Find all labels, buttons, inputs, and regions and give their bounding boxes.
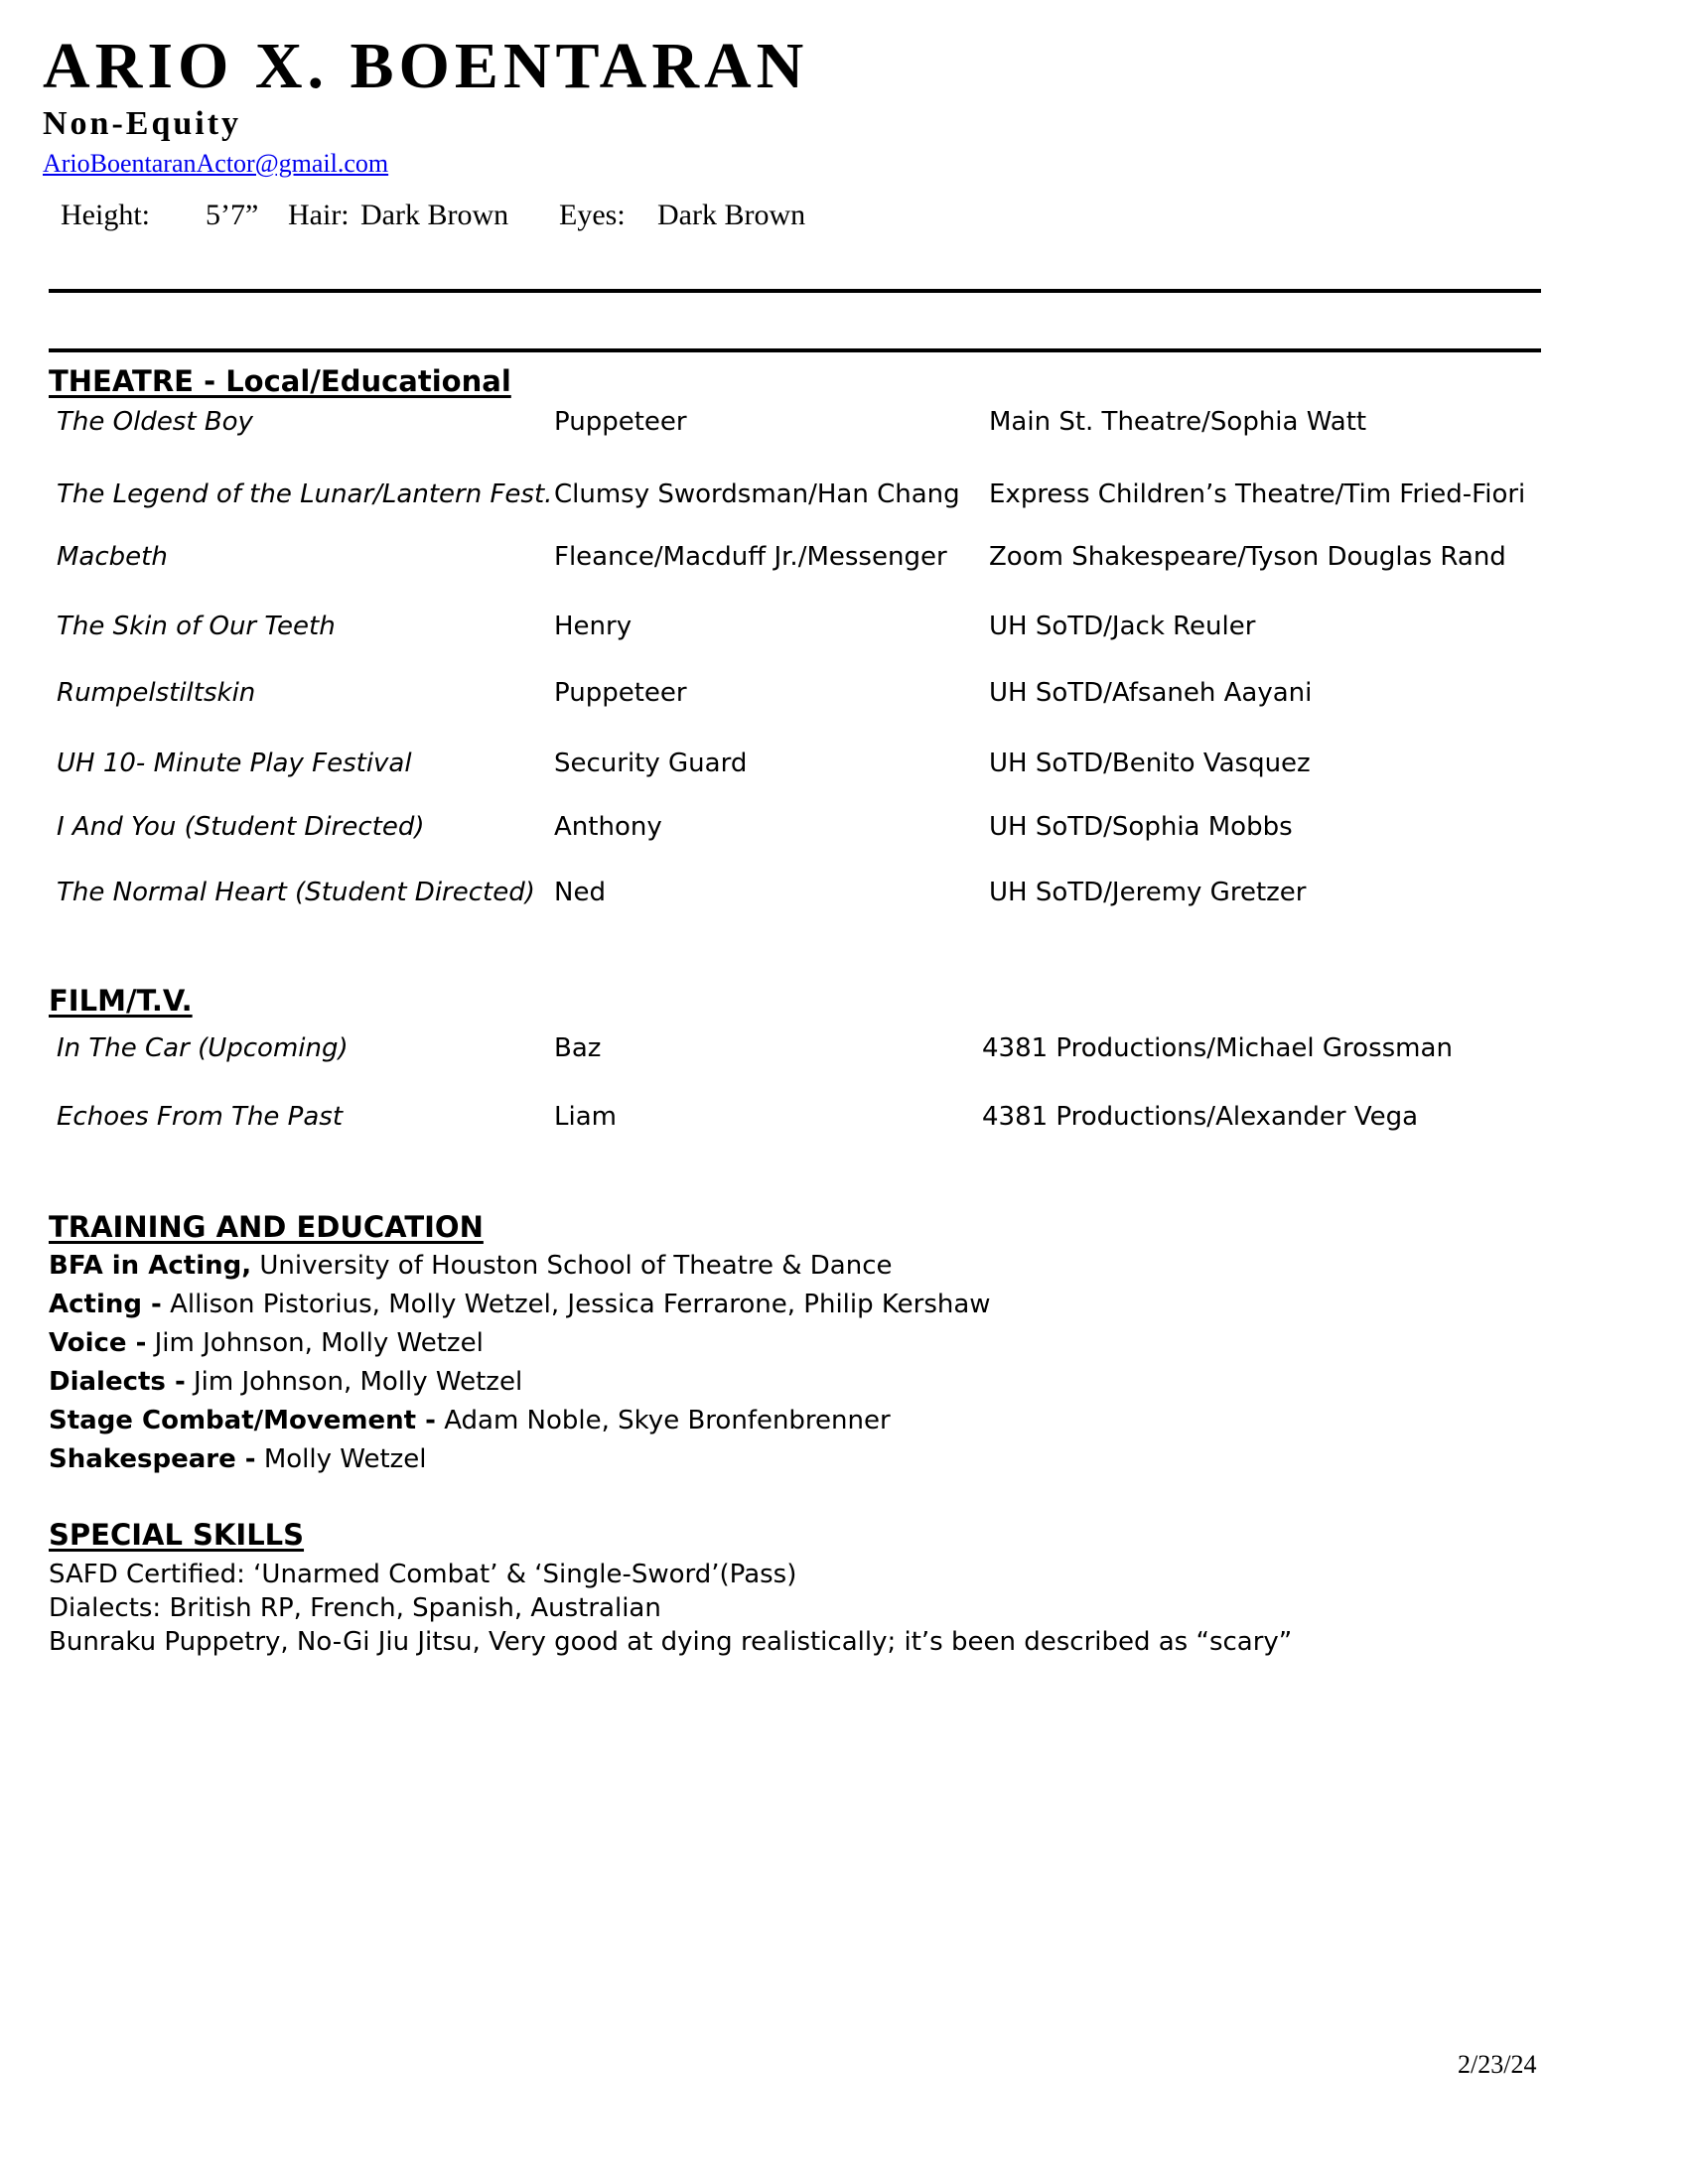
credit-title: Rumpelstiltskin — [57, 678, 256, 708]
credit-role: Baz — [554, 1033, 602, 1063]
union-status: Non-Equity — [43, 105, 242, 142]
theatre-credit-row — [0, 814, 1688, 848]
training-line — [49, 1292, 991, 1317]
training-line — [49, 1253, 893, 1279]
credit-role: Clumsy Swordsman/Han Chang — [554, 479, 960, 509]
resume-date: 2/23/24 — [1458, 2050, 1537, 2079]
training-text: Jim Johnson, Molly Wetzel — [146, 1328, 484, 1358]
credit-company: UH SoTD/Jack Reuler — [989, 612, 1256, 641]
film-heading: FILM/T.V. — [49, 984, 193, 1018]
training-text: Molly Wetzel — [255, 1444, 427, 1474]
training-text: Jim Johnson, Molly Wetzel — [185, 1367, 523, 1397]
training-heading: TRAINING AND EDUCATION — [49, 1210, 484, 1244]
credit-role: Liam — [554, 1102, 617, 1132]
credit-title: UH 10- Minute Play Festival — [57, 749, 412, 778]
height-value: 5’7” — [206, 199, 259, 231]
training-label: BFA in Acting, — [49, 1251, 252, 1281]
skill-line: Bunraku Puppetry, No-Gi Jiu Jitsu, Very good at dying realistically; it’s been described as “scary” — [49, 1627, 1293, 1657]
film-credit-row — [0, 1104, 1688, 1138]
credit-role: Puppeteer — [554, 407, 687, 437]
credit-title: The Normal Heart (Student Directed) — [57, 878, 535, 907]
credit-title: The Legend of the Lunar/Lantern Fest. — [57, 479, 553, 509]
eyes-label: Eyes: — [559, 199, 626, 231]
credit-title: In The Car (Upcoming) — [57, 1033, 349, 1063]
credit-company: 4381 Productions/Michael Grossman — [982, 1033, 1453, 1063]
theatre-credit-row — [0, 880, 1688, 913]
theatre-credit-row — [0, 544, 1688, 578]
header-divider-bottom — [49, 348, 1541, 352]
film-credit-row — [0, 1035, 1688, 1069]
credit-company: Main St. Theatre/Sophia Watt — [989, 407, 1367, 437]
training-label: Voice - — [49, 1328, 147, 1358]
training-line — [49, 1330, 484, 1356]
skill-line: SAFD Certified: ‘Unarmed Combat’ & ‘Single-Sword’(Pass) — [49, 1560, 797, 1589]
actor-name: ARIO X. BOENTARAN — [43, 30, 809, 102]
training-label: Stage Combat/Movement - — [49, 1406, 436, 1435]
training-line — [49, 1408, 891, 1433]
credit-role: Puppeteer — [554, 678, 687, 708]
theatre-credit-row — [0, 481, 1688, 515]
training-text: Allison Pistorius, Molly Wetzel, Jessica Ferrarone, Philip Kershaw — [161, 1290, 991, 1319]
credit-role: Henry — [554, 612, 633, 641]
skill-line: Dialects: British RP, French, Spanish, Australian — [49, 1593, 661, 1623]
credit-company: UH SoTD/Sophia Mobbs — [989, 812, 1293, 842]
email-link[interactable]: ArioBoentaranActor@gmail.com — [43, 149, 389, 178]
training-line — [49, 1446, 427, 1472]
eyes-value: Dark Brown — [657, 199, 806, 231]
credit-role: Security Guard — [554, 749, 748, 778]
hair-label: Hair: — [288, 199, 350, 231]
credit-company: 4381 Productions/Alexander Vega — [982, 1102, 1419, 1132]
training-text: University of Houston School of Theatre & Dance — [251, 1251, 893, 1281]
training-label: Dialects - — [49, 1367, 186, 1397]
height-label: Height: — [61, 199, 150, 231]
training-label: Acting - — [49, 1290, 162, 1319]
theatre-credit-row — [0, 409, 1688, 443]
credit-role: Ned — [554, 878, 606, 907]
credit-title: I And You (Student Directed) — [57, 812, 425, 842]
credit-title: The Skin of Our Teeth — [57, 612, 336, 641]
credit-role: Fleance/Macduff Jr./Messenger — [554, 542, 947, 572]
skills-heading: SPECIAL SKILLS — [49, 1518, 305, 1552]
credit-role: Anthony — [554, 812, 662, 842]
credit-company: Zoom Shakespeare/Tyson Douglas Rand — [989, 542, 1506, 572]
credit-company: Express Children’s Theatre/Tim Fried-Fiori — [989, 479, 1526, 509]
theatre-credit-row — [0, 614, 1688, 647]
credit-company: UH SoTD/Afsaneh Aayani — [989, 678, 1313, 708]
credit-title: Echoes From The Past — [57, 1102, 344, 1132]
header-divider-top — [49, 289, 1541, 293]
theatre-credit-row — [0, 751, 1688, 784]
credit-title: The Oldest Boy — [57, 407, 253, 437]
training-text: Adam Noble, Skye Bronfenbrenner — [435, 1406, 891, 1435]
credit-company: UH SoTD/Jeremy Gretzer — [989, 878, 1307, 907]
credit-title: Macbeth — [57, 542, 168, 572]
training-label: Shakespeare - — [49, 1444, 256, 1474]
hair-value: Dark Brown — [360, 199, 509, 231]
training-line — [49, 1369, 522, 1395]
theatre-credit-row — [0, 680, 1688, 714]
theatre-heading: THEATRE - Local/Educational — [49, 364, 511, 398]
credit-company: UH SoTD/Benito Vasquez — [989, 749, 1311, 778]
